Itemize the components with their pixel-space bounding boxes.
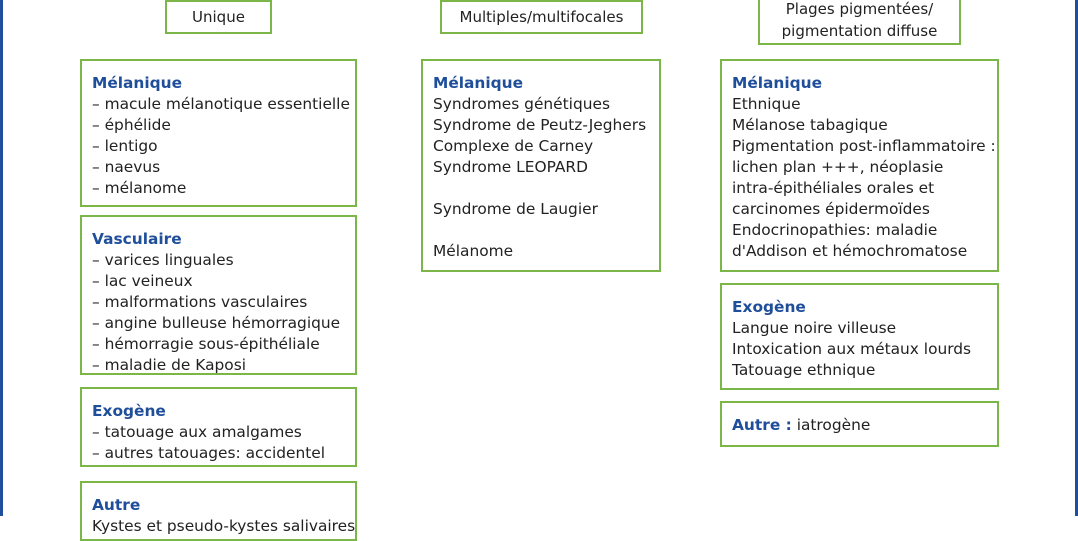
list-item: carcinomes épidermoïdes bbox=[732, 200, 930, 218]
box-unique-autre bbox=[80, 481, 357, 541]
list-item: intra-épithéliales orales et bbox=[732, 179, 935, 197]
box-plages-melanique bbox=[720, 59, 999, 272]
header-multiples bbox=[440, 0, 643, 34]
list-item: Syndrome de Peutz-Jeghers bbox=[433, 116, 647, 134]
autre-line bbox=[732, 415, 987, 436]
list-item: Intoxication aux métaux lourds bbox=[732, 340, 972, 358]
list-item: – varices linguales bbox=[92, 251, 234, 269]
list-item: – tatouage aux amalgames bbox=[92, 423, 302, 441]
box-title: Exogène bbox=[732, 298, 806, 316]
list-item: – éphélide bbox=[92, 116, 171, 134]
list-item: Syndrome LEOPARD bbox=[433, 158, 588, 176]
list-item: Syndromes génétiques bbox=[433, 95, 610, 113]
autre-text: iatrogène bbox=[796, 416, 871, 434]
list-item: – macule mélanotique essentielle bbox=[92, 95, 350, 113]
list-item: Kystes et pseudo-kystes salivaires bbox=[92, 517, 356, 535]
list-item: – lac veineux bbox=[92, 272, 193, 290]
header-unique bbox=[165, 0, 272, 34]
blank-line bbox=[433, 178, 649, 199]
list-item: Syndrome de Laugier bbox=[433, 200, 598, 218]
list-item: lichen plan +++, néoplasie bbox=[732, 158, 944, 176]
box-plages-exogene bbox=[720, 283, 999, 390]
list-item: – autres tatouages: accidentel bbox=[92, 444, 326, 462]
list-item: – lentigo bbox=[92, 137, 158, 155]
list-item: Endocrinopathies: maladie bbox=[732, 221, 938, 239]
list-item: – malformations vasculaires bbox=[92, 293, 308, 311]
box-multiples-melanique bbox=[421, 59, 661, 272]
box-unique-vasculaire bbox=[80, 215, 357, 375]
list-item: Pigmentation post-inflammatoire : bbox=[732, 137, 996, 155]
header-multiples-label: Multiples/multifocales bbox=[459, 8, 624, 26]
blank-line bbox=[433, 220, 649, 241]
list-item: – naevus bbox=[92, 158, 161, 176]
box-title: Vasculaire bbox=[92, 230, 182, 248]
header-plages-line2: pigmentation diffuse bbox=[781, 21, 938, 40]
box-title: Mélanique bbox=[92, 74, 183, 92]
box-title: Mélanique bbox=[433, 74, 524, 92]
box-title: Autre : bbox=[732, 416, 792, 434]
list-item: Mélanose tabagique bbox=[732, 116, 888, 134]
box-plages-autre bbox=[720, 401, 999, 447]
frame-left-border bbox=[0, 0, 3, 516]
list-item: Complexe de Carney bbox=[433, 137, 594, 155]
header-unique-label: Unique bbox=[192, 8, 245, 26]
box-unique-melanique bbox=[80, 59, 357, 207]
list-item: – maladie de Kaposi bbox=[92, 356, 246, 374]
list-item: – angine bulleuse hémorragique bbox=[92, 314, 341, 332]
box-title: Mélanique bbox=[732, 74, 823, 92]
box-unique-exogene bbox=[80, 387, 357, 467]
list-item: – hémorragie sous-épithéliale bbox=[92, 335, 320, 353]
list-item: Langue noire villeuse bbox=[732, 319, 897, 337]
header-plages-line1: Plages pigmentées/ bbox=[785, 0, 934, 18]
header-plages bbox=[758, 0, 961, 45]
list-item: Tatouage ethnique bbox=[732, 361, 876, 379]
box-title: Autre bbox=[92, 496, 141, 514]
list-item: d'Addison et hémochromatose bbox=[732, 242, 968, 260]
list-item: Ethnique bbox=[732, 95, 801, 113]
list-item: – mélanome bbox=[92, 179, 187, 197]
box-title: Exogène bbox=[92, 402, 166, 420]
list-item: Mélanome bbox=[433, 242, 514, 260]
